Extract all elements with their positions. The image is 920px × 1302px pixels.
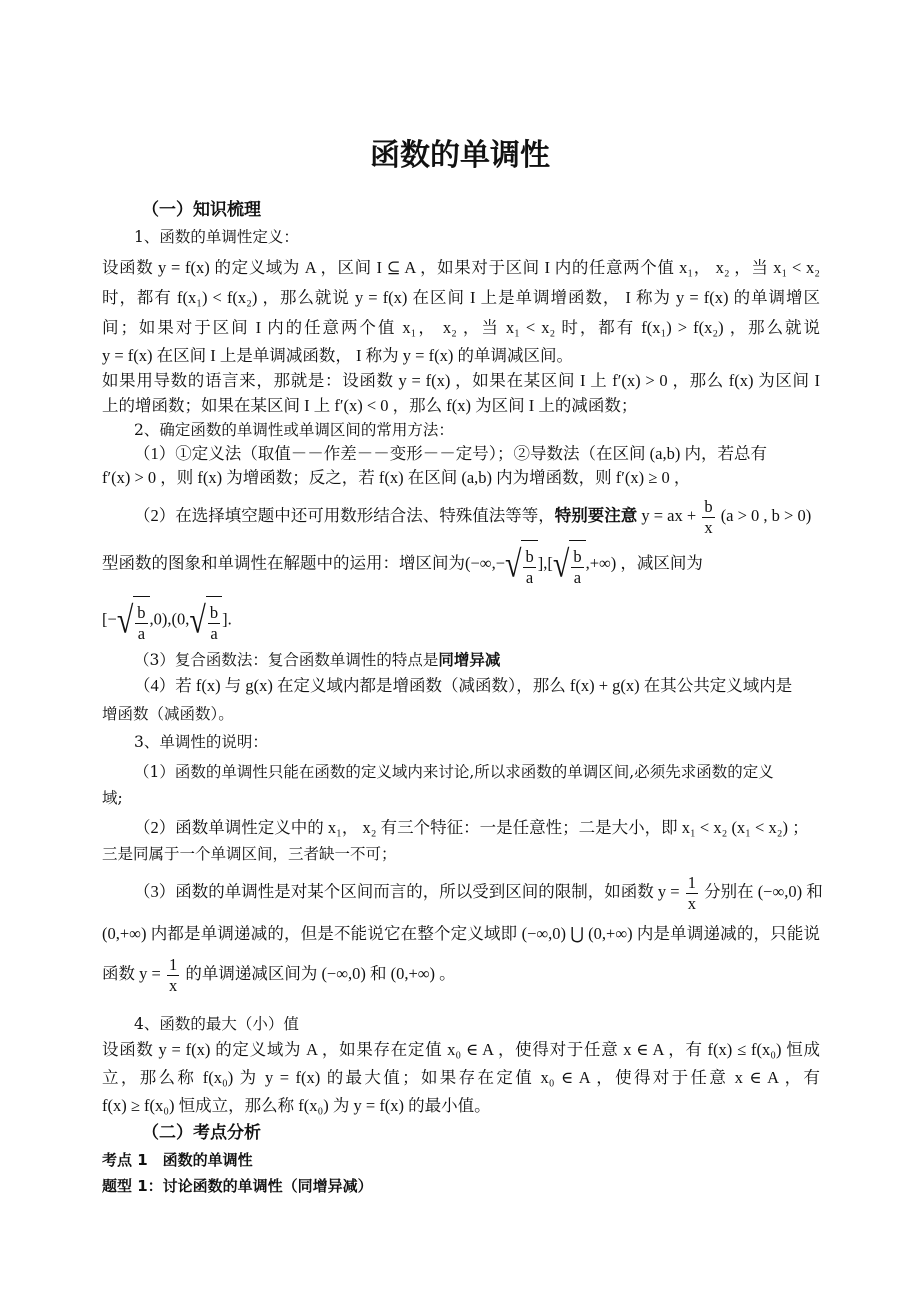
item4-line: 立，那么称 f(x₀) 为 y = f(x) 的最大值；如果存在定值 x₀ ∈ A ，使得对于任意 x ∈ A ，有 [102,1068,820,1087]
fraction-denominator: a [525,567,534,587]
item1-line: 间；如果对于区间 I 内的任意两个值 x₁， x₂ ，当 x₁ < x₂ 时，都有 f(x₁) > f(x₂) ，那么就说 [102,318,820,337]
sqrt-b-over-a [117,596,150,645]
fraction-numerator: b [525,546,534,566]
point3-line3-post: 的单调递减区间为 (−∞,0) 和 (0,+∞) 。 [185,964,456,983]
sqrt-b-over-a [505,540,538,589]
item2-method2-line1 [134,494,824,538]
item2-method1-line1: （1）①定义法（取值－－作差－－变形－－定号）；②导数法（在区间 (a,b) 内，若总有 [134,444,767,463]
fraction-b-over-a [135,603,147,644]
item3-point3-line1 [134,870,824,914]
method2-text: （2）在选择填空题中还可用数形结合法、特殊值法等等， [134,506,555,525]
fraction-denominator: x [168,975,178,995]
decrease-interval-mid: ,0),(0, [149,609,190,629]
radical-sign: √ [189,599,206,641]
item1-line: 设函数 y = f(x) 的定义域为 A ，区间 I ⊆ A ，如果对于区间 I 内的任意两个值 x₁， x₂ ，当 x₁ < x₂ [102,258,820,277]
fraction-numerator: b [704,496,713,516]
fraction-1-over-x [686,873,698,914]
item2-method1-line2: f′(x) > 0 ，则 f(x) 为增函数；反之，若 f(x) 在区间 (a,b) 内为增函数，则 f′(x) ≥ 0 ， [102,468,691,487]
item4-line: f(x) ≥ f(x₀) 恒成立，那么称 f(x₀) 为 y = f(x) 的最小值。 [102,1096,491,1115]
item3-point3-line3 [102,952,820,996]
item3-heading: 3、单调性的说明： [134,733,268,751]
method2-emphasis: 特别要注意 [554,506,638,525]
item4-line: 设函数 y = f(x) 的定义域为 A ，如果存在定值 x₀ ∈ A ，使得对于任意 x ∈ A ，有 f(x) ≤ f(x₀) 恒成 [102,1040,820,1059]
fraction-numerator: b [137,602,146,622]
item3-point1-line1: （1）函数的单调性只能在函数的定义域内来讨论,所以求函数的单调区间,必须先求函数的定义 [134,763,774,781]
item4-heading: 4、函数的最大（小）值 [134,1015,299,1033]
fraction-numerator: 1 [168,954,178,974]
section-heading-knowledge: （一）知识梳理 [142,200,261,220]
formula-ax: y = ax + [641,506,697,525]
fraction-b-over-a [523,547,535,588]
item2-method4-line1: （4）若 f(x) 与 g(x) 在定义域内都是增函数（减函数），那么 f(x) + g(x) 在其公共定义域内是 [134,676,793,695]
item3-point1-line2: 域; [102,789,123,807]
method2-line2-text: 型函数的图象和单调性在解题中的运用：增区间为 [102,553,465,573]
radical-sign: √ [505,543,522,585]
radical-sign: √ [552,543,570,585]
section-heading-analysis: （二）考点分析 [142,1123,261,1143]
item1-line: y = f(x) 在区间 I 上是单调减函数， I 称为 y = f(x) 的单调减区间。 [102,346,573,365]
point3-text-post: 分别在 (−∞,0) 和 [704,882,823,901]
item3-point3-line2: (0,+∞) 内都是单调递减的，但是不能说它在整个定义域即 (−∞,0) ⋃ (0,+∞) 内是单调递减的，只能说 [102,924,820,943]
fraction-b-over-a [208,603,220,644]
method3-emphasis: 同增异减 [438,651,501,669]
fraction-numerator: b [209,602,219,622]
point3-line3-text: 函数 [102,964,135,983]
item2-heading: 2、确定函数的单调性或单调区间的常用方法： [134,421,454,439]
page-title: 函数的单调性 [370,138,550,173]
item2-method2-line2 [102,540,820,589]
point3-text: （3）函数的单调性是对某个区间而言的，所以受到区间的限制，如函数 [134,882,654,901]
fraction-denominator: a [137,623,146,643]
increase-interval-start: (−∞,− [465,553,505,573]
fraction-denominator: a [573,567,582,587]
fraction-1-over-x [167,955,179,996]
decrease-interval-end: ]. [222,609,232,629]
sqrt-b-over-a [189,596,222,645]
item3-point2-line1: （2）函数单调性定义中的 x₁， x₂ 有三个特征：一是任意性；二是大小，即 x₁ < x₂ (x₁ < x₂) ； [134,818,809,837]
item1-heading: 1、函数的单调性定义： [134,228,299,246]
fraction-denominator: a [210,623,218,643]
fraction-b-over-x [702,497,714,538]
sqrt-b-over-a [553,540,586,589]
radical-sign: √ [116,599,134,641]
fraction-denominator: x [704,517,713,537]
decrease-interval-start: [− [102,609,117,629]
fraction-numerator: 1 [687,872,696,892]
fraction-denominator: x [687,893,696,913]
item1-line: 如果用导数的语言来，那就是：设函数 y = f(x) ，如果在某区间 I 上 f′(x) > 0 ，那么 f(x) 为区间 I [102,371,820,390]
topic-heading: 考点 1 函数的单调性 [102,1151,253,1169]
item2-method2-line3 [102,596,820,645]
question-type-heading: 题型 1：讨论函数的单调性（同增异减） [102,1177,373,1195]
fraction-numerator: b [573,546,582,566]
item2-method4-line2: 增函数（减函数）。 [102,705,234,723]
formula-condition: (a > 0 , b > 0) [720,506,812,525]
item1-line: 上的增函数；如果在某区间 I 上 f′(x) < 0 ，那么 f(x) 为区间 I 上的减函数； [102,396,638,415]
formula-y: y = [657,882,680,901]
formula-y: y = [139,964,161,983]
item2-method3 [134,648,852,672]
fraction-b-over-a [571,547,583,588]
increase-interval-mid: ],[ [537,553,553,573]
item1-line: 时，都有 f(x₁) < f(x₂) ，那么就说 y = f(x) 在区间 I 上是单调增函数， I 称为 y = f(x) 的单调增区 [102,288,820,307]
decrease-label: ，减区间为 [620,553,703,573]
item3-point2-line2: 三是同属于一个单调区间，三者缺一不可； [102,845,397,863]
increase-interval-end: ,+∞) [585,553,617,573]
method3-text: （3）复合函数法：复合函数单调性的特点是 [134,651,439,669]
